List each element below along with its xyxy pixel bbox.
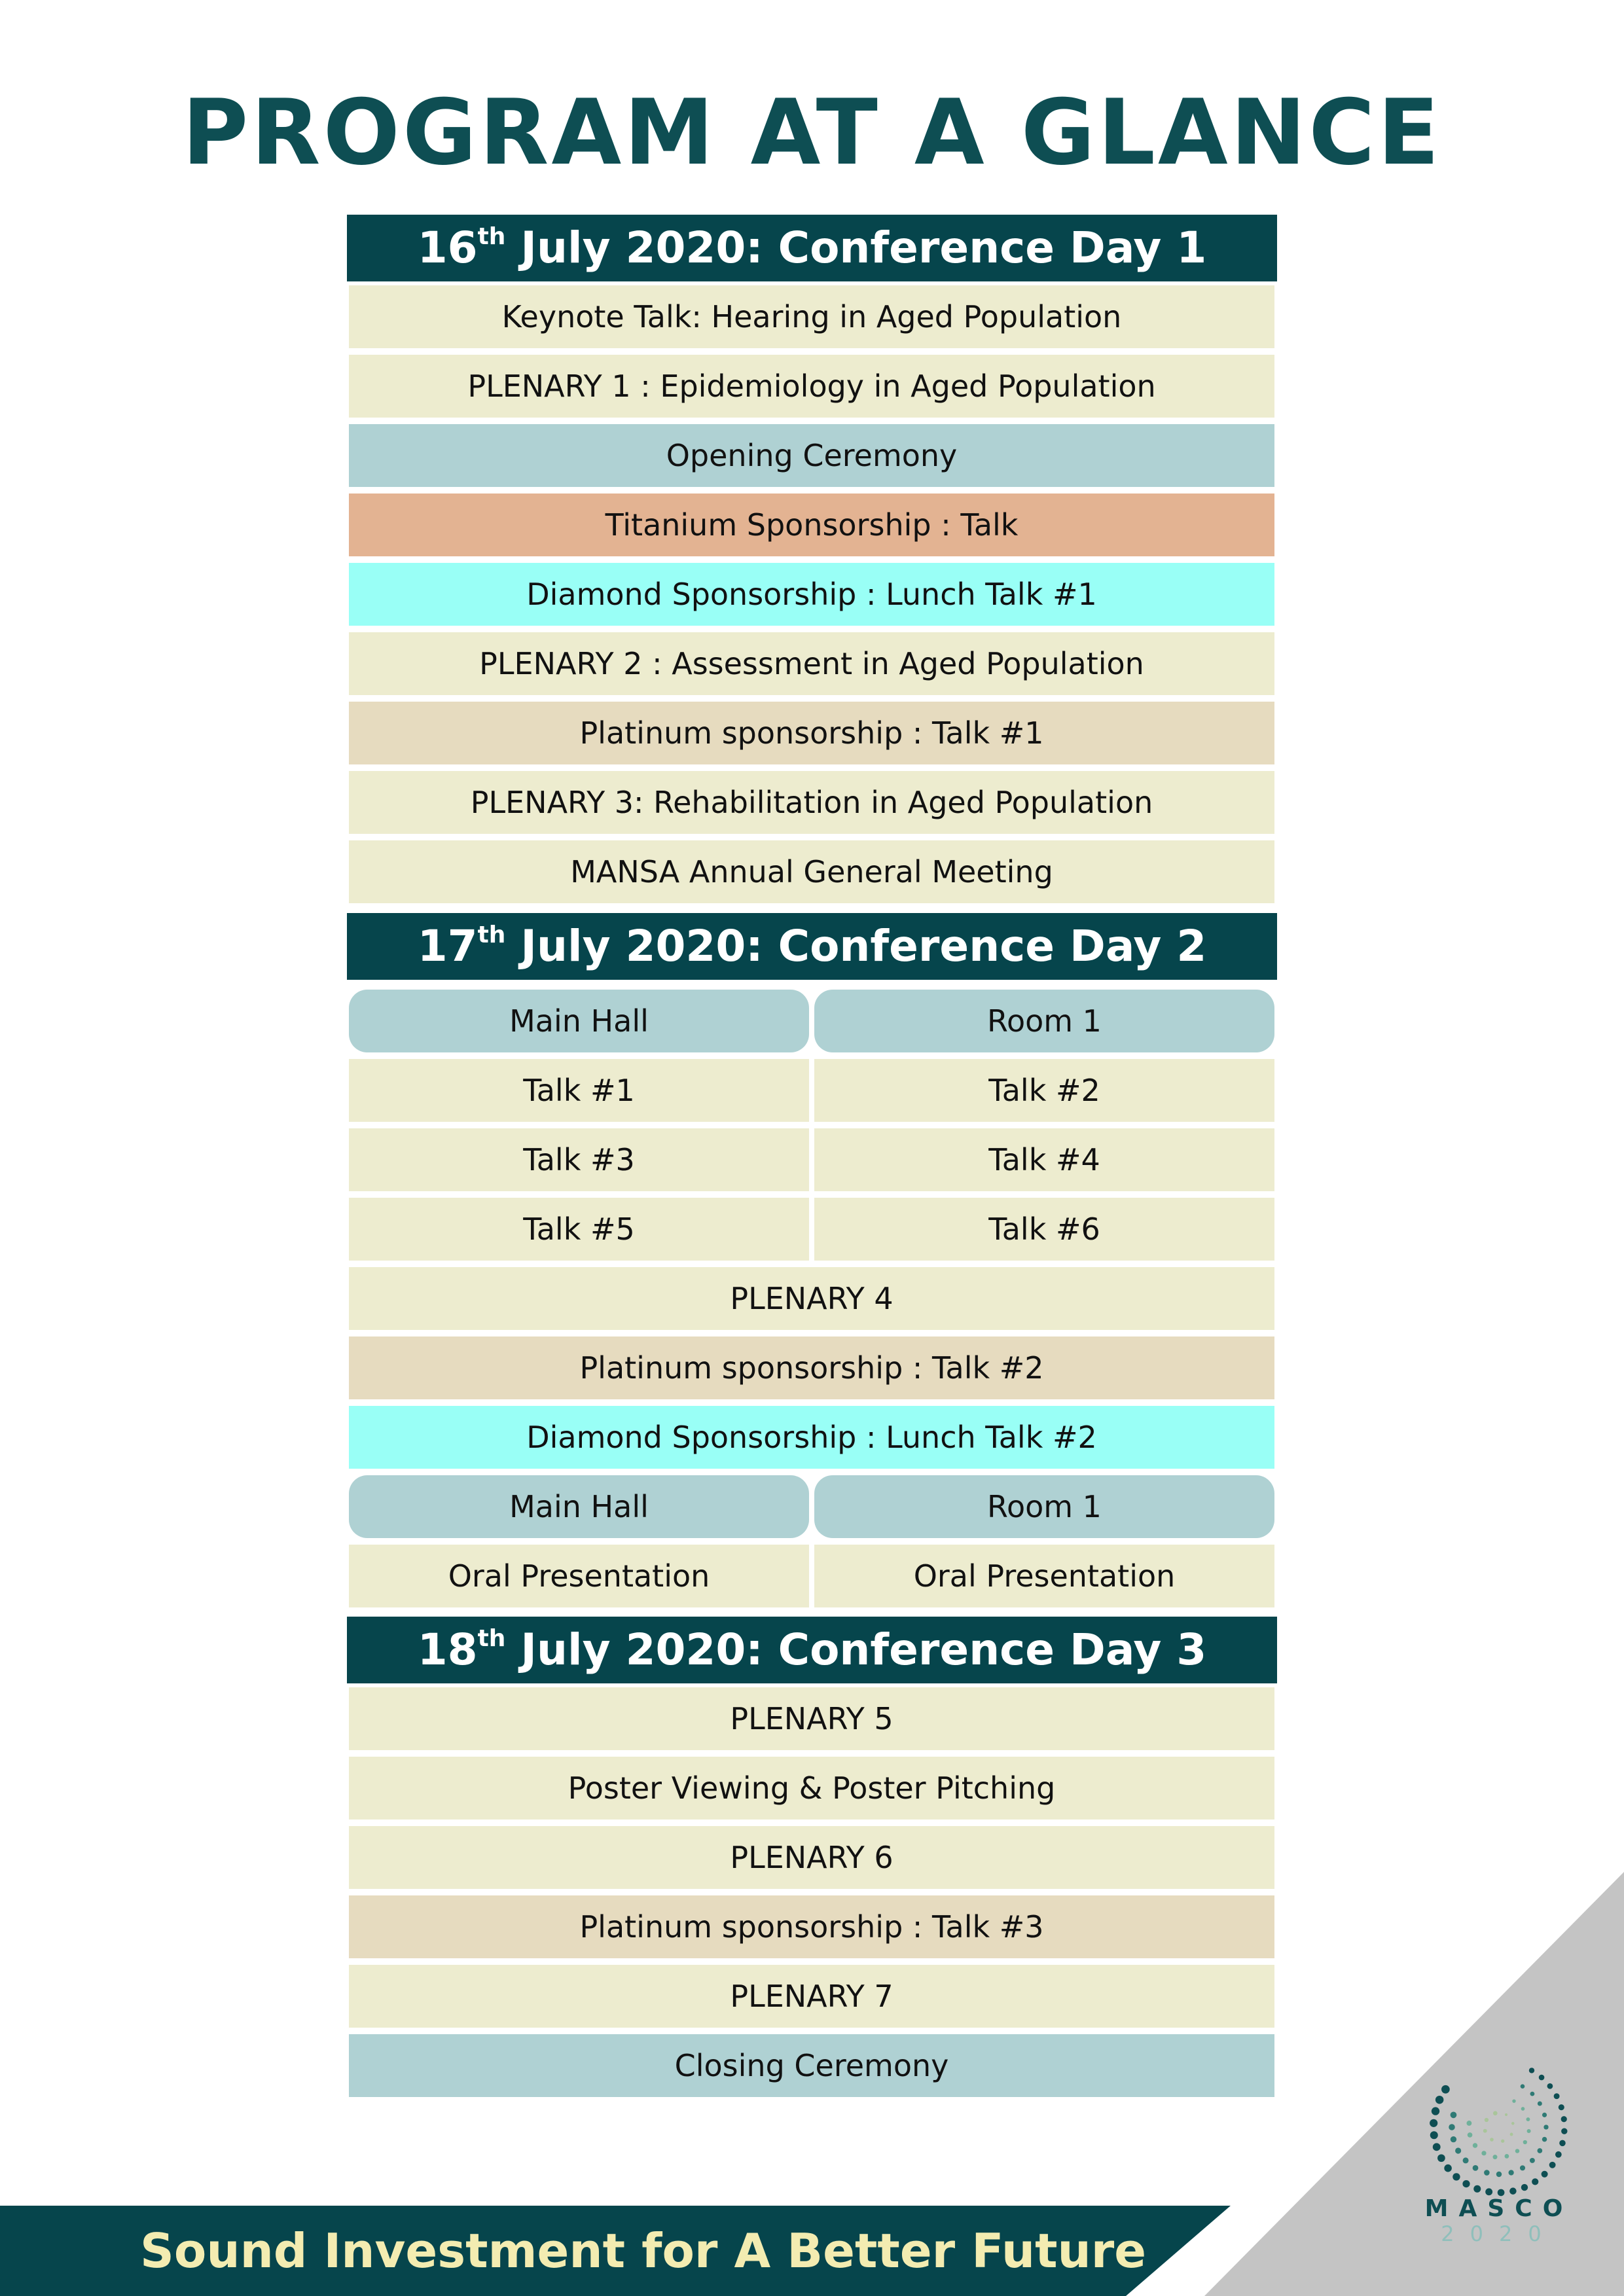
day-2-item-diamond-lunch-talk: Diamond Sponsorship : Lunch Talk #2: [349, 1406, 1274, 1469]
logo-dot: [1483, 2129, 1487, 2133]
day-2-room-main-hall: Main Hall: [349, 990, 809, 1052]
logo-dot: [1473, 2185, 1481, 2193]
logo-dot: [1521, 2107, 1525, 2111]
day-3-item-platinum-talk: Platinum sponsorship : Talk #3: [349, 1895, 1274, 1958]
logo-dot: [1473, 2165, 1479, 2171]
logo-dot: [1559, 2104, 1564, 2110]
logo-dot: [1501, 2140, 1504, 2143]
logo-dot: [1485, 2118, 1489, 2122]
day-1-suffix: th: [477, 223, 506, 250]
logo-dot: [1490, 2138, 1494, 2142]
day-1-item-plenary-3: PLENARY 3: Rehabilitation in Aged Population: [349, 771, 1274, 834]
day-2-room-main-hall-2: Main Hall: [349, 1475, 809, 1538]
logo-dot: [1538, 2148, 1543, 2153]
logo-dot: [1455, 2147, 1461, 2153]
day-1-item-plenary-2: PLENARY 2 : Assessment in Aged Population: [349, 632, 1274, 695]
day-3-item-poster-viewing: Poster Viewing & Poster Pitching: [349, 1757, 1274, 1820]
logo-dot: [1512, 2099, 1515, 2102]
day-2-talk-3: Talk #3: [349, 1128, 809, 1191]
logo-dot: [1437, 2154, 1445, 2162]
logo-dot: [1481, 2151, 1486, 2155]
day-3-item-plenary-5: PLENARY 5: [349, 1687, 1274, 1750]
day-3-item-plenary-7: PLENARY 7: [349, 1965, 1274, 2028]
logo-dot: [1547, 2083, 1553, 2089]
day-1-item-opening-ceremony: Opening Ceremony: [349, 424, 1274, 487]
day-2-talk-5: Talk #5: [349, 1198, 809, 1261]
day-1-item-agm: MANSA Annual General Meeting: [349, 840, 1274, 903]
day-2-item-plenary-4: PLENARY 4: [349, 1267, 1274, 1330]
logo-dot: [1430, 2131, 1438, 2139]
logo-dot: [1496, 2172, 1502, 2177]
logo-dot: [1532, 2178, 1538, 2185]
day-3-label: July 2020: Conference Day 3: [505, 1624, 1207, 1675]
day-2-oral-presentation-room: Oral Presentation: [814, 1545, 1274, 1607]
logo-dot: [1559, 2140, 1566, 2147]
logo-dot: [1433, 2143, 1441, 2151]
day-3-item-closing-ceremony: Closing Ceremony: [349, 2034, 1274, 2097]
day-1-number: 16: [417, 223, 478, 273]
logo-dot: [1530, 2158, 1535, 2163]
logo-year: 2020: [1441, 2221, 1557, 2246]
logo-dot: [1509, 2187, 1517, 2195]
day-2-room-1: Room 1: [814, 990, 1274, 1052]
logo-dot: [1530, 2092, 1535, 2096]
day-1-item-diamond-lunch-talk: Diamond Sponsorship : Lunch Talk #1: [349, 563, 1274, 626]
logo-dot: [1462, 2180, 1470, 2187]
logo-dot: [1451, 2136, 1456, 2142]
logo-dot: [1555, 2151, 1562, 2158]
day-2-label: July 2020: Conference Day 2: [505, 921, 1207, 971]
logo-dot: [1511, 2122, 1515, 2125]
day-2-talk-1: Talk #1: [349, 1059, 809, 1122]
logo-dot: [1449, 2124, 1455, 2130]
day-1-item-plenary-1: PLENARY 1 : Epidemiology in Aged Population: [349, 355, 1274, 418]
day-2-talk-6: Talk #6: [814, 1198, 1274, 1261]
day-3-suffix: th: [477, 1625, 506, 1652]
day-2-room-1-2: Room 1: [814, 1475, 1274, 1538]
day-2-talk-4: Talk #4: [814, 1128, 1274, 1191]
day-3-number: 18: [417, 1624, 478, 1675]
logo-dot: [1527, 2129, 1531, 2133]
day-2-suffix: th: [477, 922, 506, 948]
logo-dot: [1432, 2107, 1439, 2115]
logo-dot: [1521, 2084, 1525, 2089]
logo-dot: [1521, 2184, 1528, 2191]
logo-dot: [1526, 2117, 1530, 2121]
logo-dot: [1444, 2164, 1452, 2172]
day-1-label: July 2020: Conference Day 1: [505, 223, 1207, 273]
logo-dot: [1453, 2173, 1460, 2180]
logo-dot: [1515, 2149, 1520, 2153]
logo-dot: [1542, 2171, 1548, 2178]
logo-dot: [1523, 2140, 1527, 2144]
logo-dot: [1441, 2085, 1450, 2094]
logo-dot: [1561, 2128, 1567, 2134]
logo-dot: [1549, 2162, 1556, 2168]
day-2-oral-presentation-main: Oral Presentation: [349, 1545, 809, 1607]
logo-dot: [1493, 2155, 1498, 2159]
logo-dot: [1554, 2093, 1560, 2099]
logo-dot: [1542, 2113, 1547, 2117]
logo-dot: [1520, 2165, 1525, 2170]
day-1-item-keynote: Keynote Talk: Hearing in Aged Population: [349, 285, 1274, 348]
logo-dot: [1451, 2112, 1457, 2119]
logo-dot: [1468, 2132, 1473, 2138]
logo-dot: [1485, 2188, 1492, 2195]
logo-dot: [1463, 2157, 1469, 2163]
logo-dot: [1435, 2096, 1444, 2104]
day-3-item-plenary-6: PLENARY 6: [349, 1826, 1274, 1889]
logo-dot: [1529, 2068, 1534, 2073]
logo-dot: [1543, 2125, 1548, 2129]
logo-dot: [1430, 2119, 1437, 2127]
page-title: PROGRAM AT A GLANCE: [182, 80, 1442, 185]
logo-dot: [1509, 2170, 1514, 2175]
day-1-item-platinum-talk: Platinum sponsorship : Talk #1: [349, 702, 1274, 764]
logo-dot: [1473, 2143, 1477, 2147]
day-2-item-platinum-talk: Platinum sponsorship : Talk #2: [349, 1336, 1274, 1399]
day-2-talk-2: Talk #2: [814, 1059, 1274, 1122]
logo-dot: [1493, 2111, 1498, 2115]
logo-dot: [1561, 2116, 1567, 2122]
logo-dot: [1538, 2102, 1542, 2106]
footer-tagline: Sound Investment for A Better Future: [140, 2223, 1147, 2278]
day-2-number: 17: [417, 921, 478, 971]
day-1-item-titanium-talk: Titanium Sponsorship : Talk: [349, 493, 1274, 556]
logo-dot: [1466, 2121, 1471, 2126]
logo-dot: [1505, 2154, 1509, 2159]
logo-name: MASCO: [1424, 2195, 1574, 2222]
logo-dot: [1539, 2075, 1545, 2081]
logo-dot: [1542, 2137, 1547, 2142]
logo-dot: [1505, 2113, 1507, 2116]
logo-dot: [1510, 2133, 1513, 2136]
logo-dot: [1484, 2170, 1490, 2176]
